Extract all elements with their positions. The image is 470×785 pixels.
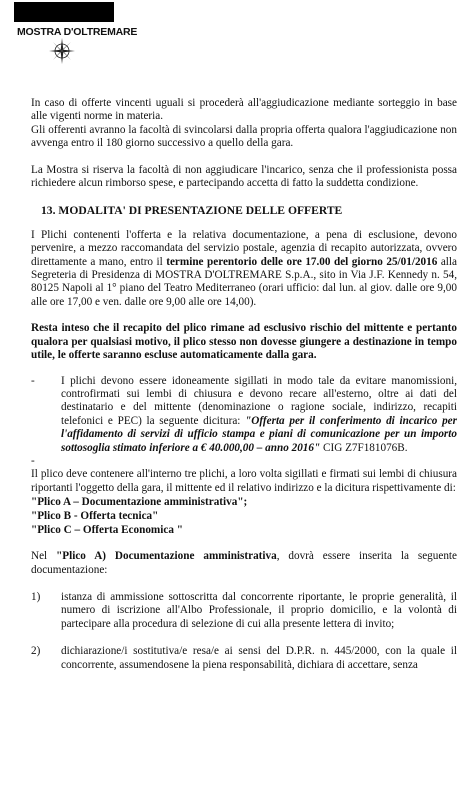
- paragraph-reservation: La Mostra si riserva la facoltà di non aggiudicare l'incarico, senza che il professionista possa richiedere alcun rimborso spese, e partecipando accetta di fatto la suddetta condizione.: [31, 163, 457, 190]
- paragraph-submission: I Plichi contenenti l'offerta e la relativa documentazione, a pena di esclusione, devono pervenire, a mezzo raccomandata del servizio postale, agenzia di recapito autorizzata, ovvero direttamente a mano, entro il termine perentorio delle ore 17.00 del giorno 25/01/2016 alla Segreteria di Presidenza di MOSTRA D'OLTREMARE S.p.A., sito in Via J.F. Kennedy n. 54, 80125 Napoli al 1° piano del Teatro Mediterraneo (orari ufficio: dal lun. al giov. dalle ore 9,00 alle ore 17,00 e ven. dalle ore 9,00 alle ore 14,00).: [31, 228, 457, 308]
- plico-a-label: "Plico A – Documentazione amministrativa";: [31, 496, 248, 509]
- dash-item-sealing: - I plichi devono essere idoneamente sigillati in modo tale da evitare manomissioni, controfirmati sui lembi di chiusura e devono recare all'esterno, oltre ai dati del destinatario e del mittente (denominazione o ragione sociale, indirizzo, recapiti telefonici e PEC) la seguente dicitura: "Offerta per il conferimento di incarico per l'affidamento di servizi di ufficio stampa e piani di comunicazione per un importo sottosoglia stimato inferiore a € 40.000,00 – anno 2016" CIG Z7F181076B.: [31, 374, 457, 454]
- list-item: 2) dichiarazione/i sostitutiva/e resa/e ai sensi del D.P.R. n. 445/2000, con la quale il concorrente, assumendosene la piena responsabilità, dichiara di accettare, senza: [31, 645, 457, 671]
- compass-rose-icon: [49, 38, 75, 64]
- envelope-label-text: "Offerta per il conferimento di incarico per l'affidamento di servizi di ufficio stampa e piani di comunicazione per un importo sottosoglia stimato inferiore a € 40.000,00 – anno 2016": [61, 414, 457, 454]
- plico-list: [31, 495, 457, 537]
- second-dash-marker: -: [31, 454, 35, 467]
- plico-b-label: "Plico B - Offerta tecnica": [31, 510, 159, 523]
- list-item: 1) istanza di ammissione sottoscritta dal concorrente riportante, le proprie generalità, il numero di iscrizione all'Albo Professionale, il proprio domicilio, e la volontà di partecipare alla procedura di selezione di cui alla presente lettera di invito;: [31, 590, 457, 630]
- documentation-list: [31, 591, 457, 672]
- paragraph-tie-offers: In caso di offerte vincenti uguali si procederà all'aggiudicazione mediante sorteggio in base alle vigenti norme in materia.: [31, 97, 457, 123]
- paragraph-risk-warning: Resta inteso che il recapito del plico rimane ad esclusivo rischio del mittente e pertanto qualora per qualsiasi motivo, il plico stesso non dovesse giungere a destinazione in tempo utile, le offerte saranno escluse automaticamente dalla gara.: [31, 322, 457, 362]
- dash-marker: -: [31, 374, 35, 387]
- deadline-text: termine perentorio delle ore 17.00 del giorno 25/01/2016: [166, 255, 438, 268]
- brand-name: MOSTRA D'OLTREMARE: [17, 26, 138, 38]
- paragraph-plico-a-intro: Nel "Plico A) Documentazione amministrativa, dovrà essere inserita la seguente documentazione:: [31, 550, 458, 576]
- paragraph-plico-contents: Il plico deve contenere all'interno tre plichi, a loro volta sigillati e firmati sui lembi di chiusura riportanti l'oggetto della gara, il mittente ed il relativo indirizzo e la dicitura rispettivamente di:: [31, 468, 457, 494]
- plico-c-label: "Plico C – Offerta Economica ": [31, 524, 183, 537]
- redacted-bar: [14, 2, 114, 22]
- section-heading: 13. MODALITA' DI PRESENTAZIONE DELLE OFFERTE: [41, 204, 343, 218]
- document-body: [31, 97, 457, 686]
- paragraph-withdrawal: Gli offerenti avranno la facoltà di svincolarsi dalla propria offerta qualora l'aggiudicazione non avvenga entro il 180 giorno successivo a quello della gara.: [31, 123, 457, 150]
